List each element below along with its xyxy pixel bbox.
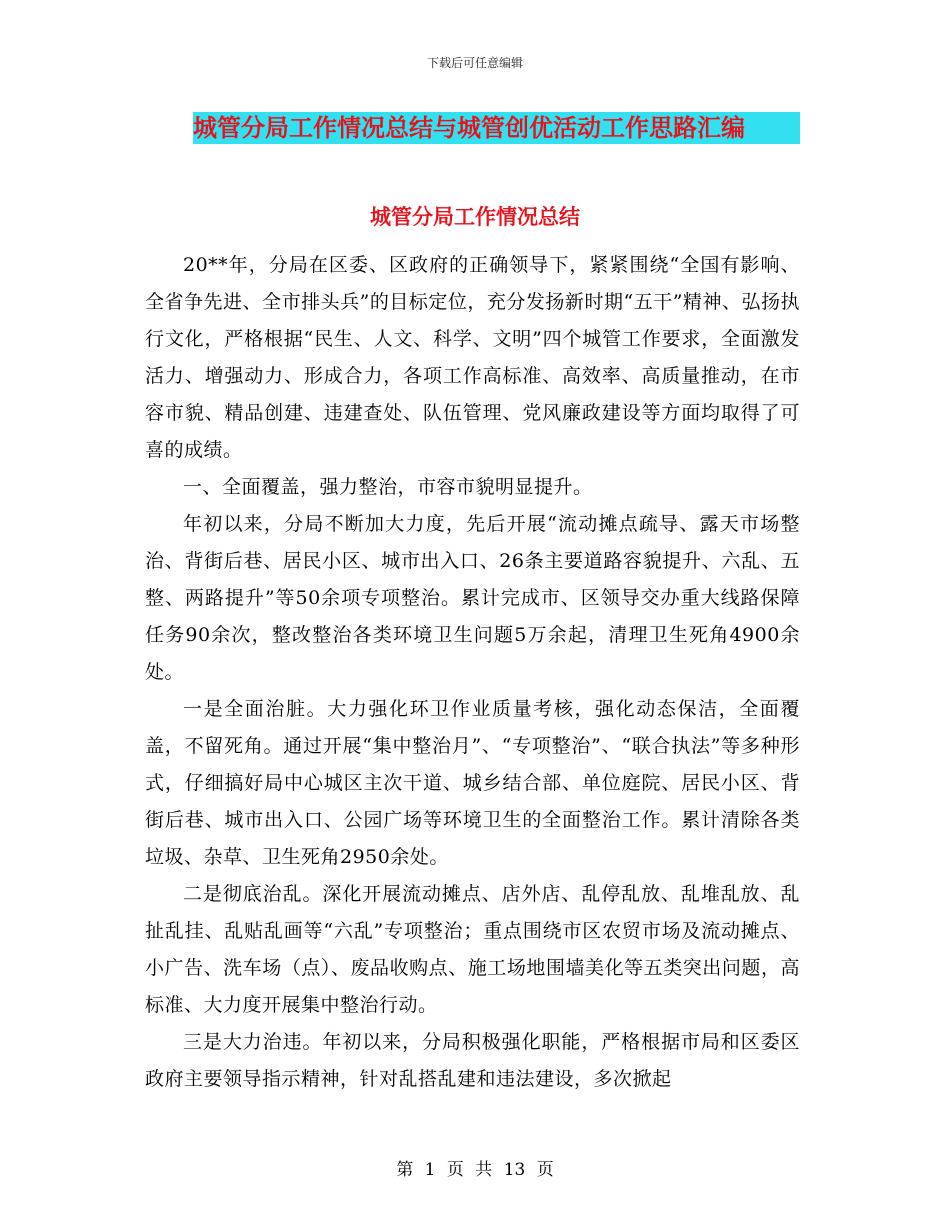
page-label-suffix: 页: [536, 1160, 554, 1180]
document-main-title: 城管分局工作情况总结与城管创优活动工作思路汇编: [193, 112, 800, 144]
paragraph-point-1: 一是全面治脏。大力强化环卫作业质量考核，强化动态保洁，全面覆盖，不留死角。通过开展“集中整治月”、“专项整治”、“联合执法”等多种形式，仔细搞好局中心城区主次干道、城乡结合部、单位庭院、居民小区、背街后巷、城市出入口、公园广场等环境卫生的全面整治工作。累计清除各类垃圾、杂草、卫生死角2950余处。: [145, 698, 800, 868]
page-current: 1: [424, 1160, 436, 1180]
document-body: [145, 247, 800, 1098]
page-label-mid2: 共: [475, 1160, 493, 1180]
header-note: 下载后可任意编辑: [426, 56, 523, 70]
page-total: 13: [503, 1160, 526, 1180]
page-label-prefix: 第: [396, 1160, 414, 1180]
paragraph-point-3: 三是大力治违。年初以来，分局积极强化职能，严格根据市局和区委区政府主要领导指示精神，针对乱搭乱建和违法建设，多次掀起: [145, 1031, 800, 1090]
paragraph-point-2: 二是彻底治乱。深化开展流动摊点、店外店、乱停乱放、乱堆乱放、乱扯乱挂、乱贴乱画等“六乱”专项整治；重点围绕市区农贸市场及流动摊点、小广告、洗车场（点）、废品收购点、施工场地围墙美化等五类突出问题，高标准、大力度开展集中整治行动。: [145, 883, 800, 1016]
section-title: 城管分局工作情况总结: [370, 204, 580, 229]
paragraph-overview: 年初以来，分局不断加大力度，先后开展“流动摊点疏导、露天市场整治、背街后巷、居民小区、城市出入口、26条主要道路容貌提升、六乱、五整、两路提升”等50余项专项整治。累计完成市、区领导交办重大线路保障任务90余次，整改整治各类环境卫生问题5万余起，清理卫生死角4900余处。: [145, 513, 800, 683]
paragraph-intro: 20**年，分局在区委、区政府的正确领导下，紧紧围绕“全国有影响、全省争先进、全市排头兵”的目标定位，充分发扬新时期“五干”精神、弘扬执行文化，严格根据“民生、人文、科学、文明”四个城管工作要求，全面激发活力、增强动力、形成合力，各项工作高标准、高效率、高质量推动，在市容市貌、精品创建、违建查处、队伍管理、党风廉政建设等方面均取得了可喜的成绩。: [145, 254, 800, 461]
paragraph-heading-1: 一、全面覆盖，强力整治，市容市貌明显提升。: [183, 476, 593, 498]
page-label-mid1: 页: [446, 1160, 464, 1180]
page-footer: [0, 1155, 950, 1180]
